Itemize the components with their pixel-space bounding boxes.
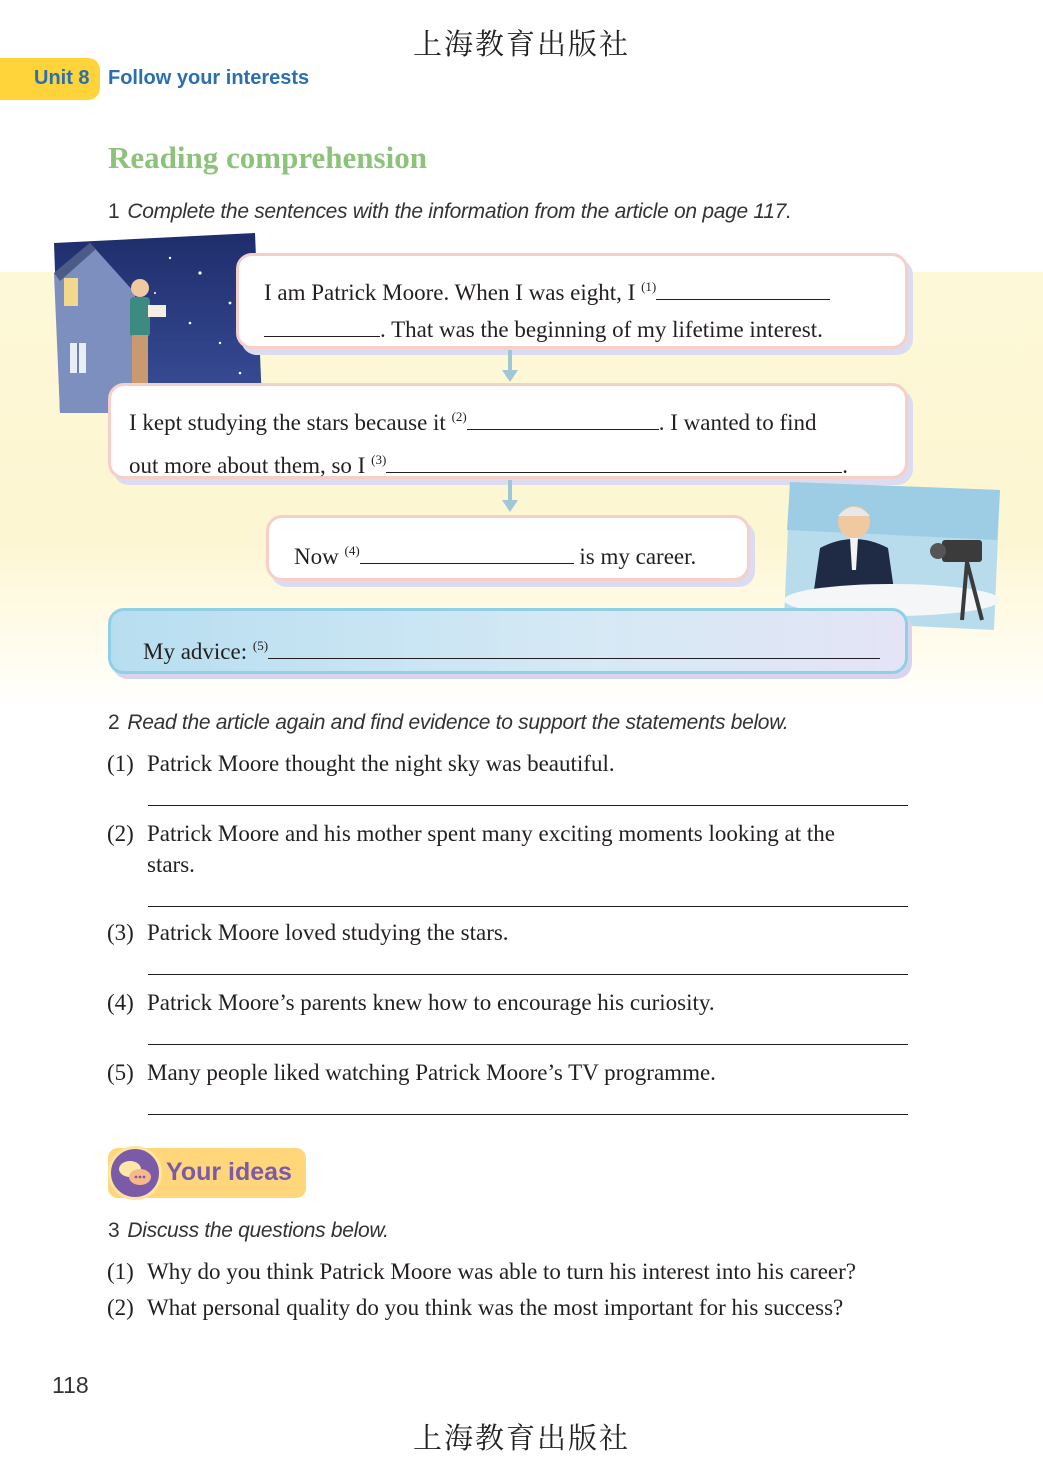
answer-line[interactable] — [148, 1044, 908, 1045]
exercise1-number: 1 — [108, 200, 120, 223]
blank-marker-5: (5) — [252, 638, 269, 653]
advice-box — [108, 608, 908, 674]
exercise2-instruction — [108, 711, 788, 735]
publisher-header: 上海教育出版社 — [412, 27, 630, 61]
answer-line[interactable] — [148, 805, 908, 806]
statement-text: Patrick Moore thought the night sky was beautiful. — [147, 751, 615, 776]
exercise1-instruction-text: Complete the sentences with the information from the article on page 117. — [127, 200, 792, 223]
answer-blank-4[interactable] — [360, 541, 574, 564]
question-text: What personal quality do you think was the most important for his success? — [147, 1295, 844, 1320]
box2-line1-text: I kept studying the stars because it — [129, 410, 452, 435]
statement-text: Many people liked watching Patrick Moore’s TV programme. — [147, 1060, 716, 1085]
exercise3-instruction — [108, 1219, 389, 1243]
box3-text-end: is my career. — [573, 544, 697, 569]
box3-text-start: Now — [294, 544, 345, 569]
answer-blank-2[interactable] — [467, 407, 659, 430]
question-number: (1) — [107, 1259, 134, 1284]
statement-number: (2) — [107, 821, 134, 846]
statement-number: (1) — [107, 751, 134, 776]
answer-line[interactable] — [148, 906, 908, 907]
blank-marker-4: (4) — [344, 543, 360, 558]
page-number: 118 — [52, 1372, 89, 1398]
statement-text: Patrick Moore loved studying the stars. — [147, 920, 509, 945]
statement-item — [107, 751, 615, 777]
blank-marker-2: (2) — [451, 409, 467, 424]
answer-blank-1a[interactable] — [656, 277, 830, 300]
arrow-down-icon — [500, 480, 520, 514]
question-number: (2) — [107, 1295, 134, 1320]
box2-line2-end: . — [842, 453, 849, 478]
unit-label: Unit 8 — [34, 67, 90, 89]
arrow-down-icon — [500, 350, 520, 384]
statement-item — [107, 990, 715, 1016]
discussion-question — [107, 1295, 843, 1321]
answer-blank-5[interactable] — [268, 636, 880, 659]
statement-number: (5) — [107, 1060, 134, 1085]
exercise2-instruction-text: Read the article again and find evidence to support the statements below. — [127, 711, 789, 734]
statement-item — [107, 1060, 716, 1086]
statement-number: (4) — [107, 990, 134, 1015]
statement-text: Patrick Moore’s parents knew how to encourage his curiosity. — [147, 990, 715, 1015]
exercise2-number: 2 — [108, 711, 120, 734]
statement-number: (3) — [107, 920, 134, 945]
statement-text: Patrick Moore and his mother spent many exciting moments looking at the — [147, 821, 835, 846]
box1-line1-text: I am Patrick Moore. When I was eight, I — [264, 280, 642, 305]
blank-marker-3: (3) — [371, 452, 387, 467]
answer-blank-1b[interactable] — [264, 314, 380, 337]
unit-title: Follow your interests — [108, 67, 310, 89]
answer-blank-3[interactable] — [386, 450, 842, 473]
sentence-box-1 — [236, 253, 908, 349]
exercise1-instruction — [108, 200, 792, 224]
sentence-box-3 — [266, 515, 750, 581]
sentence-box-2 — [108, 383, 908, 479]
section-title: Reading comprehension — [108, 140, 427, 175]
exercise3-number: 3 — [108, 1219, 120, 1242]
blank-marker-1: (1) — [641, 279, 657, 294]
speech-bubbles-icon — [108, 1146, 162, 1200]
statement-item — [107, 920, 509, 946]
statement-item — [107, 821, 835, 847]
answer-line[interactable] — [148, 1114, 908, 1115]
exercise3-instruction-text: Discuss the questions below. — [127, 1219, 389, 1242]
answer-line[interactable] — [148, 974, 908, 975]
box2-line2-text: out more about them, so I — [129, 453, 372, 478]
box2-line1-end: . I wanted to find — [658, 410, 817, 435]
advice-label: My advice: — [143, 639, 253, 664]
statement-text-continued: stars. — [147, 852, 195, 877]
question-text: Why do you think Patrick Moore was able to turn his interest into his career? — [147, 1259, 856, 1284]
discussion-question — [107, 1259, 856, 1285]
publisher-footer: 上海教育出版社 — [412, 1421, 630, 1455]
box1-line2-text: . That was the beginning of my lifetime interest. — [380, 317, 823, 342]
your-ideas-label: Your ideas — [166, 1158, 292, 1186]
